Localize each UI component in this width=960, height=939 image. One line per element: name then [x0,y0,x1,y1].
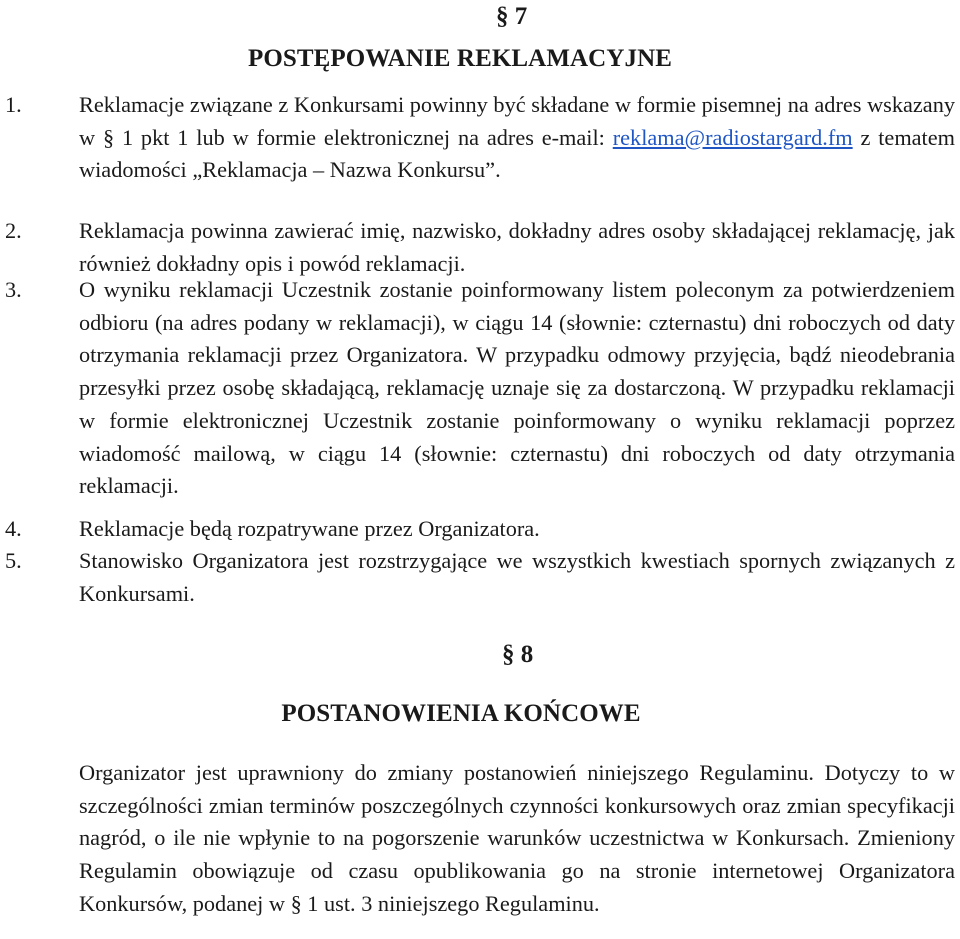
section-8-mark: § 8 [502,641,534,668]
list-item-text: O wyniku reklamacji Uczestnik zostanie poinformowany listem poleconym za potwierdzeniem odbioru (na adres podany w reklamacji), w ciągu 14 (słownie: czternastu) dni roboczych od daty otrzymania reklamacji przez Organizatora. W przypadku odmowy przyjęcia, bądź nieodebrania przesyłki przez osobę składającą, reklamację uznaje się za dostarczoną. W przypadku reklamacji w formie elektronicznej Uczestnik zostanie poinformowany o wyniku reklamacji poprzez wiadomość mailową, w ciągu 14 (słownie: czternastu) dni roboczych od daty otrzymania reklamacji. [79,277,955,499]
section-8-title: POSTANOWIENIA KOŃCOWE [281,700,641,727]
list-item-5 [5,545,955,610]
section-7-mark: § 7 [496,3,528,30]
list-item-4 [5,513,955,546]
list-item-text [79,89,955,187]
list-item-number: 5. [5,548,22,573]
item-1-text-before: Reklamacje związane z Konkursami powinny być składane w formie pisemnej na adres wskazany w § 1 pkt 1 lub w formie elektronicznej na adres e-mail: [79,92,955,150]
list-item-3 [5,274,955,503]
email-link[interactable]: reklama@radiostargard.fm [612,124,853,150]
list-item-number: 4. [5,516,22,541]
list-item-2 [5,215,955,280]
section-8-paragraph: Organizator jest uprawniony do zmiany postanowień niniejszego Regulaminu. Dotyczy to w szczególności zmian terminów poszczególnych czynności konkursowych oraz zmian specyfikacji nagród, o ile nie wpłynie to na pogorszenie warunków uczestnictwa w Konkursach. Zmieniony Regulamin obowiązuje od czasu opublikowania go na stronie internetowej Organizatora Konkursów, podanej w § 1 ust. 3 niniejszego Regulaminu. [79,760,955,916]
list-item-text: Stanowisko Organizatora jest rozstrzygające we wszystkich kwestiach spornych związanych z Konkursami. [79,548,955,606]
list-item-number: 1. [5,92,22,117]
list-item-number: 3. [5,277,22,302]
item-1-text-after: z tematem wiadomości „Reklamacja – Nazwa Konkursu”. [79,124,955,183]
list-item-text: Reklamacje będą rozpatrywane przez Organizatora. [79,516,540,541]
section-7-title: POSTĘPOWANIE REKLAMACYJNE [247,45,673,72]
list-item-1 [5,89,955,187]
list-item-number: 2. [5,218,22,243]
list-item-text: Reklamacja powinna zawierać imię, nazwisko, dokładny adres osoby składającej reklamację, jak również dokładny opis i powód reklamacji. [79,218,955,276]
